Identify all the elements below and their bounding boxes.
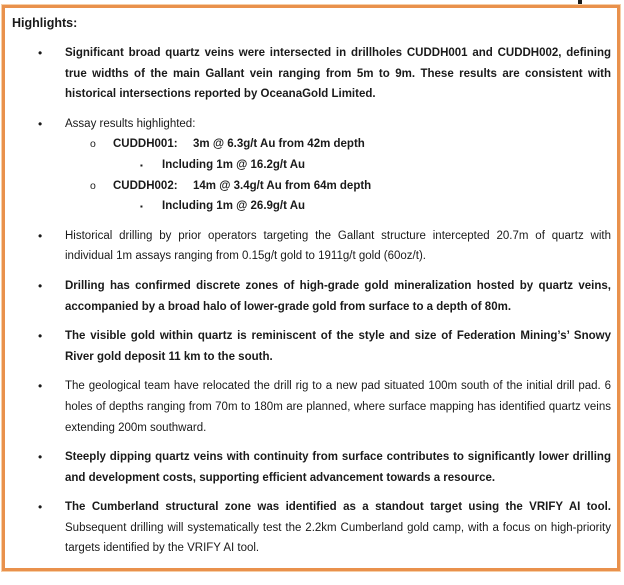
- bullet-item: [12, 447, 612, 488]
- bullet-disc-icon: •: [38, 450, 43, 465]
- bullet-text: 14m @ 3.4g/t Au from 64m depth: [193, 179, 372, 192]
- highlights-box: [2, 5, 620, 571]
- bullet-disc-icon: •: [38, 46, 43, 60]
- bullet-item: [12, 176, 612, 197]
- bullet-circle-icon: o: [90, 179, 96, 192]
- highlights-title: Highlights:: [12, 16, 78, 30]
- bullet-text: The geological team have relocated the drill rig to a new pad situated 100m south of the initial drill pad. 6 holes of depths ranging from 70m to 180m are planned, where surface mapping has identified quartz veins extending 200m southward.: [65, 380, 611, 434]
- bullet-item: [12, 155, 612, 176]
- bullet-text: Subsequent drilling will systematically test the 2.2km Cumberland gold camp, with a focus on high-priority targets identified by the VRIFY AI tool.: [65, 521, 611, 555]
- bullet-text: Significant broad quartz veins were intersected in drillholes CUDDH001 and CUDDH002, defining true widths of the main Gallant vein ranging from 5m to 9m. These results are consistent with historical intersections reported by OceanaGold Limited.: [65, 47, 611, 101]
- bullet-item: [12, 376, 612, 438]
- bullet-text: Historical drilling by prior operators targeting the Gallant structure intercepted 20.7m of quartz with individual 1m assays ranging from 0.15g/t gold to 1911g/t gold (60oz/t).: [65, 229, 611, 263]
- bullet-text: Including 1m @ 26.9g/t Au: [162, 200, 306, 213]
- bullet-text: 3m @ 6.3g/t Au from 42m depth: [193, 138, 365, 151]
- bullet-item: [12, 43, 612, 105]
- bullet-text: Steeply dipping quartz veins with continuity from surface contributes to significantly lower drilling and development costs, supporting efficient advancement towards a resource.: [65, 451, 611, 484]
- bullet-disc-icon: •: [38, 228, 43, 243]
- bullet-text: The Cumberland structural zone was identified as a standout target using the VRIFY AI tool.: [65, 501, 611, 514]
- bullet-disc-icon: •: [38, 379, 43, 394]
- bullet-item: [12, 196, 612, 217]
- bullet-item: [12, 276, 612, 317]
- bullet-text: Drilling has confirmed discrete zones of high-grade gold mineralization hosted by quartz veins, accompanied by a broad halo of lower-grade gold from surface to a depth of 80m.: [65, 279, 611, 313]
- bullet-circle-icon: o: [90, 138, 96, 151]
- bullet-disc-icon: •: [38, 329, 43, 344]
- bullet-square-icon: ▪: [140, 160, 143, 170]
- bullet-text: The visible gold within quartz is reminiscent of the style and size of Federation Mining’s’ Snowy River gold deposit 11 km to the south.: [65, 330, 611, 363]
- bullet-text: Assay results highlighted:: [65, 117, 196, 130]
- bullet-item: [12, 497, 612, 559]
- assay-hole-label: CUDDH001:: [113, 138, 178, 151]
- bullet-item: [12, 226, 612, 267]
- bullet-item: [12, 326, 612, 367]
- bullet-item: [12, 114, 612, 135]
- bullet-disc-icon: •: [38, 116, 43, 131]
- bullet-item: [12, 134, 612, 155]
- bullet-disc-icon: •: [38, 500, 43, 515]
- highlights-list: [12, 43, 612, 559]
- bullet-square-icon: ▪: [140, 202, 143, 212]
- bullet-disc-icon: •: [38, 278, 43, 293]
- bullet-text: Including 1m @ 16.2g/t Au: [162, 158, 306, 171]
- assay-hole-label: CUDDH002:: [113, 179, 178, 192]
